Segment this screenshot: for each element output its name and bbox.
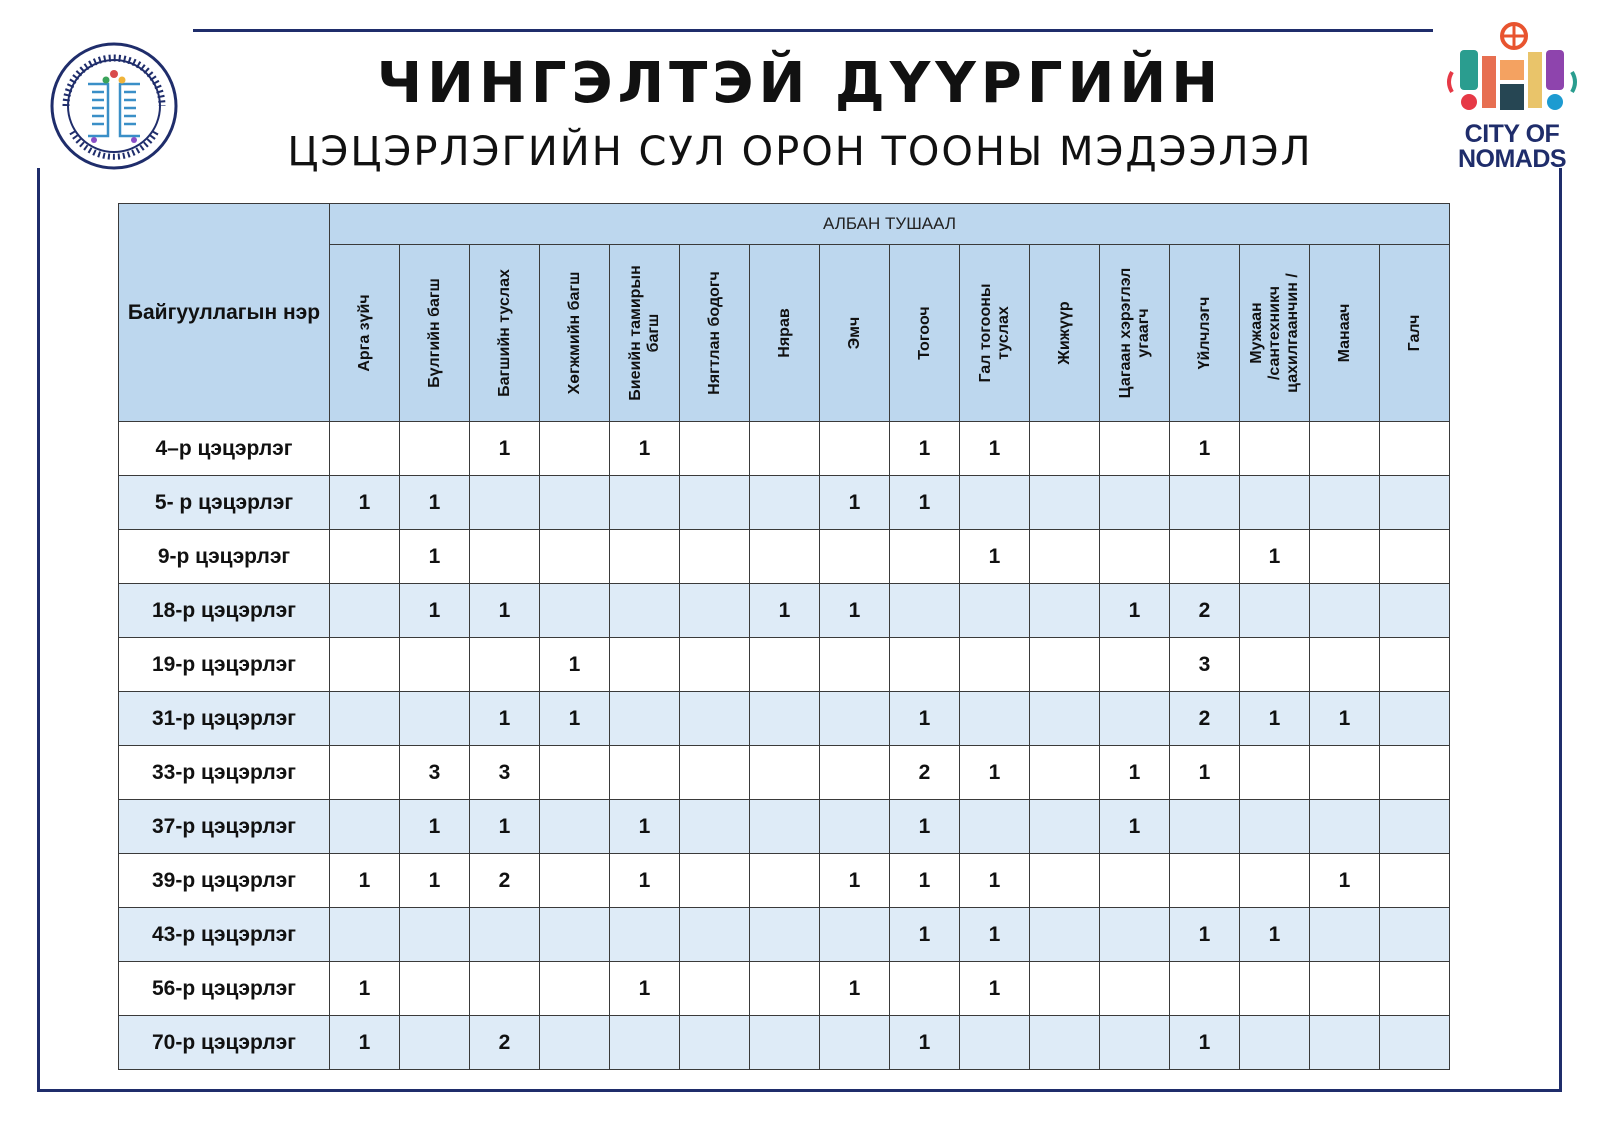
vacancy-count-cell [750, 746, 820, 800]
vacancy-count-cell [750, 692, 820, 746]
org-name-cell: 37-р цэцэрлэг [119, 800, 330, 854]
org-name-cell: 56-р цэцэрлэг [119, 962, 330, 1016]
position-header-label: Биеийн тамирын багш [626, 265, 662, 401]
vacancy-count-cell [610, 908, 680, 962]
vacancy-count-cell [1240, 962, 1310, 1016]
vacancy-count-cell: 1 [960, 746, 1030, 800]
position-header-label: Үйлчлэгч [1195, 296, 1213, 370]
org-name-cell: 19-р цэцэрлэг [119, 638, 330, 692]
vacancy-count-cell: 1 [890, 1016, 960, 1070]
vacancy-count-cell [1240, 800, 1310, 854]
vacancy-count-cell [400, 638, 470, 692]
vacancy-count-cell: 2 [470, 1016, 540, 1070]
position-header-label: Багшийн туслах [495, 269, 513, 397]
vacancy-count-cell [1380, 422, 1450, 476]
position-header [820, 245, 890, 422]
vacancy-count-cell [750, 638, 820, 692]
vacancy-count-cell: 1 [400, 530, 470, 584]
position-header-label: Хөгжмийн багш [565, 271, 583, 395]
vacancy-count-cell [680, 1016, 750, 1070]
vacancy-count-cell [610, 1016, 680, 1070]
vacancy-count-cell [1030, 746, 1100, 800]
vacancy-count-cell: 1 [1170, 908, 1240, 962]
position-header [540, 245, 610, 422]
vacancy-count-cell [750, 962, 820, 1016]
vacancy-count-cell: 1 [890, 422, 960, 476]
page-subtitle: ЦЭЦЭРЛЭГИЙН СУЛ ОРОН ТООНЫ МЭДЭЭЛЭЛ [287, 129, 1313, 175]
vacancy-count-cell [680, 746, 750, 800]
vacancy-count-cell [1380, 800, 1450, 854]
vacancy-count-cell [1310, 584, 1380, 638]
vacancy-count-cell: 1 [330, 476, 400, 530]
vacancy-count-cell [470, 908, 540, 962]
vacancy-count-cell [1380, 962, 1450, 1016]
vacancy-count-cell: 1 [1170, 422, 1240, 476]
vacancy-count-cell [750, 422, 820, 476]
vacancy-count-cell [750, 800, 820, 854]
vacancy-count-cell: 1 [470, 800, 540, 854]
vacancy-count-cell: 1 [890, 854, 960, 908]
vacancy-count-cell [960, 800, 1030, 854]
vacancy-count-cell [1030, 962, 1100, 1016]
vacancy-count-cell [1100, 854, 1170, 908]
org-name-cell: 4–р цэцэрлэг [119, 422, 330, 476]
vacancy-count-cell [1240, 1016, 1310, 1070]
vacancy-count-cell [1380, 1016, 1450, 1070]
vacancy-count-cell [680, 962, 750, 1016]
table-row [119, 692, 1450, 746]
vacancy-count-cell [820, 638, 890, 692]
vacancy-count-cell: 1 [820, 476, 890, 530]
vacancy-count-cell [680, 800, 750, 854]
vacancy-count-cell [1310, 746, 1380, 800]
vacancy-count-cell [1100, 908, 1170, 962]
vacancy-count-cell: 1 [960, 530, 1030, 584]
vacancy-count-cell: 1 [1310, 692, 1380, 746]
vacancy-count-cell: 1 [330, 962, 400, 1016]
position-header [610, 245, 680, 422]
org-name-cell: 31-р цэцэрлэг [119, 692, 330, 746]
vacancy-count-cell [1310, 476, 1380, 530]
vacancy-count-cell [1380, 584, 1450, 638]
vacancy-count-cell: 1 [470, 692, 540, 746]
vacancy-count-cell: 1 [960, 854, 1030, 908]
vacancy-count-cell: 1 [330, 854, 400, 908]
table-row [119, 638, 1450, 692]
vacancy-count-cell [1030, 584, 1100, 638]
position-header-label: Манаач [1335, 303, 1353, 363]
vacancy-count-cell [750, 854, 820, 908]
position-header [1100, 245, 1170, 422]
vacancy-count-cell [1030, 854, 1100, 908]
vacancy-count-cell [680, 638, 750, 692]
vacancy-count-cell: 1 [540, 638, 610, 692]
vacancy-count-cell: 1 [400, 800, 470, 854]
vacancy-count-cell [330, 530, 400, 584]
org-name-cell: 39-р цэцэрлэг [119, 854, 330, 908]
vacancy-count-cell [1030, 638, 1100, 692]
vacancy-count-cell [890, 638, 960, 692]
education-department-logo [38, 40, 196, 178]
vacancy-count-cell: 1 [1240, 908, 1310, 962]
vacancy-count-cell [1170, 476, 1240, 530]
vacancy-count-cell [680, 530, 750, 584]
vacancy-count-cell: 1 [470, 584, 540, 638]
vacancy-count-cell [400, 422, 470, 476]
page-title: ЧИНГЭЛТЭЙ ДҮҮРГИЙН [376, 51, 1224, 116]
vacancy-count-cell [1310, 422, 1380, 476]
vacancy-count-cell [1310, 908, 1380, 962]
frame-bottom-line [37, 1089, 1562, 1092]
position-header-label: Жижүүр [1055, 301, 1073, 365]
position-header [1380, 245, 1450, 422]
vacancy-count-cell: 1 [890, 908, 960, 962]
vacancy-count-cell [820, 908, 890, 962]
vacancy-count-cell: 1 [960, 962, 1030, 1016]
vacancy-count-cell [1030, 530, 1100, 584]
position-header-label: Тогооч [915, 306, 933, 360]
vacancy-count-cell [330, 638, 400, 692]
vacancy-count-cell [1310, 1016, 1380, 1070]
vacancy-count-cell [1380, 746, 1450, 800]
vacancy-table [118, 203, 1450, 1070]
position-header-label: Нягтлан бодогч [705, 271, 723, 395]
vacancy-count-cell [1380, 692, 1450, 746]
position-header [680, 245, 750, 422]
vacancy-count-cell [330, 584, 400, 638]
table-row [119, 908, 1450, 962]
position-header-label: Цагаан хэрэглэл угаагч [1116, 267, 1152, 399]
vacancy-count-cell [330, 746, 400, 800]
vacancy-count-cell [890, 530, 960, 584]
position-header-label: Нярав [775, 308, 793, 358]
vacancy-count-cell [1030, 908, 1100, 962]
vacancy-count-cell [610, 638, 680, 692]
vacancy-count-cell [330, 908, 400, 962]
vacancy-count-cell: 2 [890, 746, 960, 800]
vacancy-count-cell [820, 530, 890, 584]
vacancy-count-cell [1170, 530, 1240, 584]
vacancy-count-cell [1380, 638, 1450, 692]
vacancy-count-cell: 2 [1170, 692, 1240, 746]
vacancy-count-cell [1310, 962, 1380, 1016]
vacancy-count-cell [1170, 962, 1240, 1016]
vacancy-count-cell [820, 1016, 890, 1070]
vacancy-count-cell: 2 [1170, 584, 1240, 638]
vacancy-count-cell [1310, 800, 1380, 854]
vacancy-count-cell [1100, 1016, 1170, 1070]
table-row [119, 476, 1450, 530]
vacancy-count-cell: 3 [400, 746, 470, 800]
vacancy-count-cell [470, 962, 540, 1016]
vacancy-count-cell [1100, 962, 1170, 1016]
vacancy-count-cell [1170, 854, 1240, 908]
org-name-cell: 5- р цэцэрлэг [119, 476, 330, 530]
vacancy-count-cell [680, 692, 750, 746]
position-header [960, 245, 1030, 422]
vacancy-count-cell [1100, 476, 1170, 530]
vacancy-count-cell [1310, 638, 1380, 692]
vacancy-count-cell [960, 692, 1030, 746]
vacancy-count-cell [1030, 800, 1100, 854]
position-group-header: АЛБАН ТУШААЛ [330, 204, 1450, 245]
vacancy-count-cell [330, 422, 400, 476]
city-of-nomads-logo [1442, 22, 1582, 186]
position-header [750, 245, 820, 422]
vacancy-count-cell [960, 476, 1030, 530]
vacancy-count-cell [540, 422, 610, 476]
vacancy-count-cell [400, 692, 470, 746]
vacancy-count-cell: 1 [400, 476, 470, 530]
position-header-label: Гал тогооны туслах [976, 283, 1012, 383]
vacancy-count-cell [820, 692, 890, 746]
position-header [1240, 245, 1310, 422]
vacancy-count-cell [960, 638, 1030, 692]
vacancy-count-cell: 1 [470, 422, 540, 476]
vacancy-count-cell [1100, 638, 1170, 692]
org-name-cell: 43-р цэцэрлэг [119, 908, 330, 962]
org-name-cell: 70-р цэцэрлэг [119, 1016, 330, 1070]
vacancy-count-cell: 1 [750, 584, 820, 638]
vacancy-count-cell: 1 [1310, 854, 1380, 908]
vacancy-count-cell [610, 692, 680, 746]
vacancy-count-cell [1380, 908, 1450, 962]
vacancy-count-cell [400, 962, 470, 1016]
vacancy-count-cell [1100, 530, 1170, 584]
vacancy-count-cell [610, 584, 680, 638]
position-header [1170, 245, 1240, 422]
vacancy-count-cell [540, 800, 610, 854]
table-row [119, 962, 1450, 1016]
vacancy-count-cell [1310, 530, 1380, 584]
vacancy-count-cell [820, 800, 890, 854]
vacancy-count-cell [540, 962, 610, 1016]
position-header [1030, 245, 1100, 422]
vacancy-count-cell [960, 584, 1030, 638]
position-header [400, 245, 470, 422]
vacancy-count-cell [470, 638, 540, 692]
table-row [119, 1016, 1450, 1070]
vacancy-count-cell: 1 [960, 908, 1030, 962]
vacancy-count-cell: 1 [1100, 800, 1170, 854]
vacancy-count-cell: 1 [610, 962, 680, 1016]
city-of-nomads-logo-text: CITY OF NOMADS [1457, 120, 1567, 173]
vacancy-count-cell [540, 908, 610, 962]
vacancy-count-cell: 1 [610, 854, 680, 908]
position-header [470, 245, 540, 422]
vacancy-count-cell [960, 1016, 1030, 1070]
org-name-cell: 33-р цэцэрлэг [119, 746, 330, 800]
vacancy-count-cell [1170, 800, 1240, 854]
vacancy-count-cell [1030, 692, 1100, 746]
position-header [1310, 245, 1380, 422]
vacancy-count-cell [330, 800, 400, 854]
vacancy-count-cell: 3 [1170, 638, 1240, 692]
vacancy-count-cell: 1 [1100, 584, 1170, 638]
vacancy-count-cell [1100, 692, 1170, 746]
vacancy-count-cell [400, 908, 470, 962]
vacancy-count-cell [750, 908, 820, 962]
vacancy-count-cell [1030, 1016, 1100, 1070]
vacancy-count-cell: 1 [330, 1016, 400, 1070]
position-header [890, 245, 960, 422]
vacancy-count-cell: 1 [820, 854, 890, 908]
vacancy-count-cell [610, 530, 680, 584]
vacancy-count-cell [750, 530, 820, 584]
vacancy-count-cell [1030, 476, 1100, 530]
vacancy-count-cell: 1 [610, 800, 680, 854]
vacancy-count-cell [1240, 854, 1310, 908]
vacancy-count-cell [1240, 422, 1310, 476]
vacancy-count-cell [540, 584, 610, 638]
vacancy-count-cell: 1 [610, 422, 680, 476]
frame-left-line [37, 168, 40, 1092]
vacancy-count-cell [1380, 854, 1450, 908]
vacancy-count-cell: 3 [470, 746, 540, 800]
position-header [330, 245, 400, 422]
table-row [119, 854, 1450, 908]
vacancy-count-cell [1100, 422, 1170, 476]
vacancy-count-cell [1240, 476, 1310, 530]
vacancy-count-cell: 1 [890, 692, 960, 746]
vacancy-count-cell [1380, 476, 1450, 530]
vacancy-count-cell [540, 746, 610, 800]
vacancy-count-cell [890, 962, 960, 1016]
position-header-label: Бүлгийн багш [425, 278, 443, 388]
vacancy-count-cell: 1 [960, 422, 1030, 476]
table-row [119, 746, 1450, 800]
vacancy-count-cell [400, 1016, 470, 1070]
vacancy-count-cell [540, 1016, 610, 1070]
position-header-label: Мужаан /сантехникч цахилгаанчин / [1247, 273, 1301, 393]
vacancy-count-cell [750, 476, 820, 530]
vacancy-count-cell [1240, 638, 1310, 692]
vacancy-count-cell: 1 [400, 584, 470, 638]
vacancy-count-cell [680, 584, 750, 638]
vacancy-count-cell [540, 530, 610, 584]
table-row [119, 530, 1450, 584]
vacancy-count-cell [1380, 530, 1450, 584]
vacancy-count-cell [330, 692, 400, 746]
vacancy-count-cell [680, 422, 750, 476]
vacancy-count-cell [750, 1016, 820, 1070]
table-row [119, 584, 1450, 638]
vacancy-count-cell: 1 [1170, 746, 1240, 800]
position-header-label: Арга зүйч [355, 294, 373, 372]
org-name-header: Байгууллагын нэр [119, 204, 330, 422]
vacancy-count-cell [820, 422, 890, 476]
vacancy-count-cell [680, 908, 750, 962]
position-header-label: Галч [1405, 314, 1423, 352]
vacancy-count-cell: 1 [1100, 746, 1170, 800]
vacancy-count-cell [1240, 584, 1310, 638]
vacancy-count-cell [470, 476, 540, 530]
vacancy-count-cell [540, 854, 610, 908]
vacancy-count-cell [1240, 746, 1310, 800]
vacancy-count-cell: 1 [1240, 692, 1310, 746]
vacancy-count-cell [610, 746, 680, 800]
frame-top-line [193, 29, 1433, 32]
position-header-label: Эмч [845, 316, 863, 350]
org-name-cell: 18-р цэцэрлэг [119, 584, 330, 638]
frame-right-line [1559, 168, 1562, 1092]
org-name-cell: 9-р цэцэрлэг [119, 530, 330, 584]
vacancy-count-cell: 2 [470, 854, 540, 908]
vacancy-count-cell [680, 854, 750, 908]
vacancy-count-cell [680, 476, 750, 530]
vacancy-count-cell: 1 [1170, 1016, 1240, 1070]
vacancy-count-cell: 1 [820, 962, 890, 1016]
vacancy-count-cell: 1 [820, 584, 890, 638]
vacancy-count-cell [610, 476, 680, 530]
vacancy-count-cell [470, 530, 540, 584]
vacancy-count-cell [820, 746, 890, 800]
table-row [119, 422, 1450, 476]
table-body [119, 422, 1450, 1070]
vacancy-count-cell: 1 [400, 854, 470, 908]
vacancy-count-cell: 1 [890, 800, 960, 854]
vacancy-count-cell [1030, 422, 1100, 476]
vacancy-count-cell: 1 [890, 476, 960, 530]
vacancy-count-cell: 1 [1240, 530, 1310, 584]
vacancy-count-cell: 1 [540, 692, 610, 746]
table-row [119, 800, 1450, 854]
vacancy-count-cell [890, 584, 960, 638]
vacancy-count-cell [540, 476, 610, 530]
